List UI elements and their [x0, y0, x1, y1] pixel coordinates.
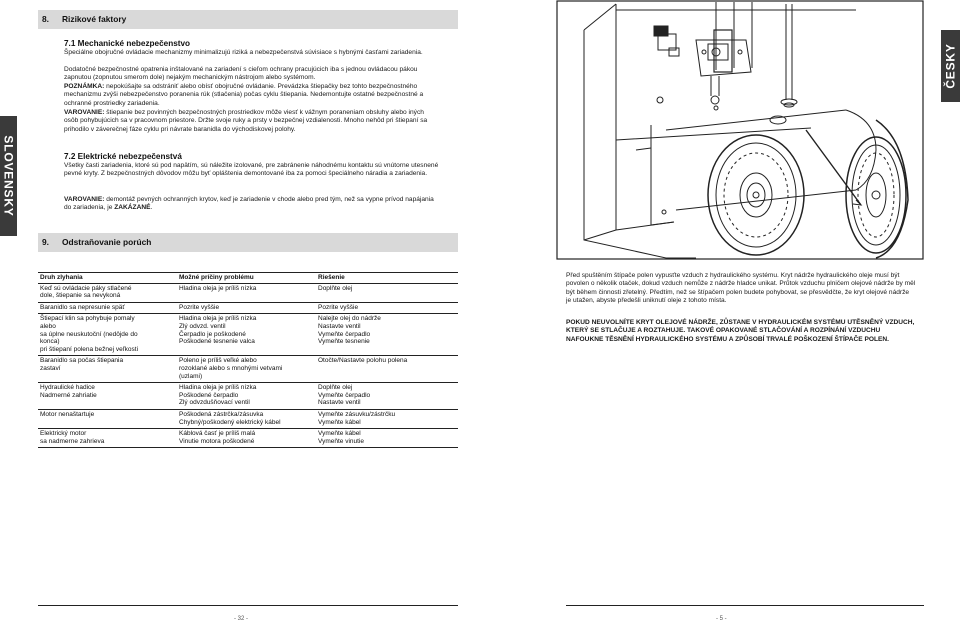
warning-text-2: demontáž pevných ochranných krytov, keď je zariadenie v chode alebo pred tým, než sa vypne prívod napájania do zariadenia, je — [64, 196, 434, 212]
table-cell-line: Otočte/Nastavte polohu polena — [318, 357, 408, 365]
table-header: Riešenie — [316, 273, 458, 284]
table-row — [38, 409, 458, 428]
table-cell — [316, 314, 458, 356]
table-cell-line: Hladina oleja je príliš nízka — [179, 284, 257, 292]
table-cell-line: Štiepací klin sa pohybuje pomaly — [40, 315, 135, 323]
table-cell-line: konca) — [40, 338, 60, 346]
table-cell-line: Nalejte olej do nádrže — [318, 315, 381, 323]
table-cell — [38, 356, 177, 383]
table-cell — [316, 302, 458, 314]
left-page-number: - 32 - — [234, 616, 249, 622]
table-cell-line: (uzlami) — [179, 372, 203, 380]
section-7-2-warning — [64, 196, 440, 213]
table-cell-line: Čerpadlo je poškodené — [179, 330, 246, 338]
table-cell — [177, 383, 316, 410]
table-cell-line: Hladina oleja je príliš nízka — [179, 315, 257, 323]
table-cell-line: Zlý odvzd. ventil — [179, 322, 226, 330]
table-cell — [38, 314, 177, 356]
section-8-number: 8. — [42, 14, 49, 24]
table-cell — [38, 383, 177, 410]
table-cell-line: Nastavte ventil — [318, 322, 361, 330]
table-cell-line: Chybný/poškodený elektrický kábel — [179, 418, 281, 426]
table-cell-line: sa úplne neuskutoční (nedôjde do — [40, 330, 138, 338]
table-header: Možné príčiny problému — [177, 273, 316, 284]
table-cell — [316, 409, 458, 428]
wheel-left — [708, 135, 804, 255]
table-cell-line: Motor nenaštartuje — [40, 410, 95, 418]
right-footer-rule — [566, 605, 924, 606]
table-header: Druh zlyhania — [38, 273, 177, 284]
table-cell-line: pri štiepaní polena bežnej veľkosti — [40, 345, 139, 353]
table-cell-line: Keď sú ovládacie páky stlačené — [40, 284, 132, 292]
section-7-1-warning — [64, 109, 440, 134]
note-text: nepokúšajte sa odstrániť alebo obísť obojručné ovládanie. Prevádzka štiepačky bez tohto bezpečnostného mechanizmu zvýši nebezpečenstvo poranenia rúk (stlačenia) počas cyklu štiepania. Nedemontujte ostatné bezpečnostné a ochranné prostriedky zariadenia. — [64, 83, 424, 107]
troubleshooting-table — [38, 272, 458, 448]
table-cell-line: zastaví — [40, 364, 61, 372]
table-cell — [177, 302, 316, 314]
splitter-body — [616, 10, 856, 230]
valve-knob — [654, 26, 668, 36]
table-cell — [177, 283, 316, 302]
section-9-title: Odstraňovanie porúch — [62, 237, 152, 247]
log-splitter-illustration — [556, 0, 926, 262]
table-row — [38, 302, 458, 314]
language-tab-label: SLOVENSKY — [1, 135, 16, 217]
splitter-beam — [584, 4, 696, 258]
table-cell-line: Doplňte olej — [318, 284, 353, 292]
warning-text: štiepanie bez povinných bezpečnostných prostriedkov môže viesť k vážnym poraneniam obsluhy alebo iných osôb pohybujúcich sa v pracovnom priestore. Držte svoje ruky a prsty v bezpečnej vzdialenosti. Mnoho nehôd pri štiepaní sa prihodilo v záverečnej fáze cyklu pri návrate baranidla do východiskovej polohy. — [64, 109, 428, 133]
table-cell — [316, 429, 458, 448]
table-cell-line: Baranidlo sa nepresunie späť — [40, 303, 125, 311]
table-cell-line: Vymeňte kábel — [318, 430, 361, 438]
section-7-1-paragraph-1: Špeciálne obojručné ovládacie mechanizmy minimalizujú riziká a nebezpečenstvá súvisiace s hybnými časťami zariadenia. — [64, 49, 423, 56]
table-cell-line: Vymeňte kábel — [318, 418, 361, 426]
table-row — [38, 314, 458, 356]
table-row — [38, 429, 458, 448]
table-cell-line: Nastavte ventil — [318, 399, 361, 407]
table-cell-line: Vymeňte čerpadlo — [318, 391, 371, 399]
table-cell-line: Poleno je príliš veľké alebo — [179, 357, 257, 365]
language-tab-slovensky — [0, 116, 17, 236]
table-row — [38, 283, 458, 302]
wheel-right — [846, 120, 908, 258]
table-cell — [38, 302, 177, 314]
table-cell-line: sa nadmerne zahrieva — [40, 437, 105, 445]
table-cell-line: Baranidlo sa počas štiepania — [40, 357, 124, 365]
table-cell-line: dole, štiepanie sa nevykoná — [40, 292, 121, 300]
warning-end: . — [150, 204, 153, 212]
section-9-number: 9. — [42, 237, 49, 247]
table-cell-line: Poškodené čerpadlo — [179, 391, 239, 399]
section-7-2-paragraph-1: Všetky časti zariadenia, ktoré sú pod napätím, sú náležite izolované, pre zabránenie náhodnému kontaktu sú vnútorne utesnené pevné kryty. Z bezpečnostných dôvodov môžu byť opláštenia demontované iba za pomoci špeciálneho náradia a zariadenia. — [64, 162, 439, 178]
table-cell — [316, 383, 458, 410]
table-cell-line: Hydraulické hadice — [40, 384, 95, 392]
table-cell-line: Vymeňte zásuvku/zástrčku — [318, 410, 396, 418]
table-cell — [38, 283, 177, 302]
section-7-1-title: 7.1 Mechanické nebezpečenstvo — [64, 39, 191, 48]
table-row — [38, 383, 458, 410]
section-7-1-note — [64, 83, 440, 108]
note-label: POZNÁMKA: — [64, 83, 105, 90]
table-cell-line: Pozrite vyššie — [179, 303, 220, 311]
left-footer-rule — [38, 605, 458, 606]
table-cell-line: Vinutie motora poškodené — [179, 437, 255, 445]
forbidden-text: ZAKÁZANÉ — [114, 204, 151, 212]
pointer-arrow — [806, 130, 861, 205]
warning-label-2: VAROVANIE: — [64, 196, 105, 203]
table-cell-line: Káblová časť je príliš malá — [179, 430, 256, 438]
warning-label: VAROVANIE: — [64, 109, 105, 116]
right-paragraph-1: Před spuštěním štípače polen vypusťte vzduch z hydraulického systému. Kryt nádrže hydraulického oleje musí být povolen o několik otaček, dokud vzduch nemůže z nádrže hladce unikat. Průtok vzduchu plničem olejové nádrže by měl být během činnosti zřetelný. Předtím, než se štípačem polen budete pohybovat, se přesvědčte, že kryt olejové nádrže je utažen, abyste předešli uniknutí oleje z tohoto místa. — [566, 272, 916, 305]
table-cell — [316, 356, 458, 383]
section-8-title: Rizikové faktory — [62, 14, 127, 24]
table-cell — [177, 429, 316, 448]
table-cell-line: Zlý odvzdušňovací ventil — [179, 399, 250, 407]
table-row — [38, 356, 458, 383]
table-cell — [177, 356, 316, 383]
table-cell-line: Doplňte olej — [318, 384, 353, 392]
control-valve — [696, 40, 751, 76]
table-cell-line: alebo — [40, 322, 56, 330]
table-cell-line: Poškodená zástrčka/zásuvka — [179, 410, 264, 418]
language-tab-cesky — [941, 30, 960, 102]
section-7-1-paragraph-2: Dodatočné bezpečnostné opatrenia inštalované na zariadení s cieľom ochrany pracujúcich iba s jednou ovládacou pákou zapnutou (zopnutou smerom dole) nejakým mechanickým nástrojom alebo systémom. — [64, 66, 418, 82]
table-cell — [38, 409, 177, 428]
table-cell-line: Nadmerné zahriatie — [40, 391, 97, 399]
table-cell-line: Elektrický motor — [40, 430, 87, 438]
table-cell — [177, 314, 316, 356]
table-cell — [177, 409, 316, 428]
table-cell-line: Pozrite vyššie — [318, 303, 359, 311]
table-header-row — [38, 273, 458, 284]
section-7-2-title: 7.2 Elektrické nebezpečenstvá — [64, 152, 182, 161]
table-cell — [316, 283, 458, 302]
right-page-number: - 5 - — [716, 616, 727, 622]
table-cell-line: Hladina oleja je príliš nízka — [179, 384, 257, 392]
table-cell-line: Poškodené tesnenie valca — [179, 338, 255, 346]
table-cell-line: rozoklané alebo s mnohými vetvami — [179, 364, 283, 372]
right-paragraph-2-warning: POKUD NEUVOLNÍTE KRYT OLEJOVÉ NÁDRŽE, ZŮSTANE V HYDRAULICKÉM SYSTÉMU UTĚSNĚNÝ VZDUCH, KTERÝ SE STLAČUJE A ROZTAHUJE. TAKOVÉ OPAKOVANÉ STLAČOVÁNÍ A ROZPÍNÁNÍ VZDUCHU NAFOUKNE TĚSNĚNÍ HYDRAULICKÉHO SYSTÉMU A ZPŮSOBÍ TRVALÉ POŠKOZENÍ ŠTÍPAČE POLEN. — [566, 319, 915, 343]
table-cell-line: Vymeňte čerpadlo — [318, 330, 371, 338]
table-cell — [38, 429, 177, 448]
oil-cap-rod — [786, 4, 792, 100]
table-cell-line: Vymeňte tesnenie — [318, 338, 370, 346]
language-tab-label: ČESKY — [943, 43, 958, 89]
table-cell-line: Vymeňte vinutie — [318, 437, 365, 445]
